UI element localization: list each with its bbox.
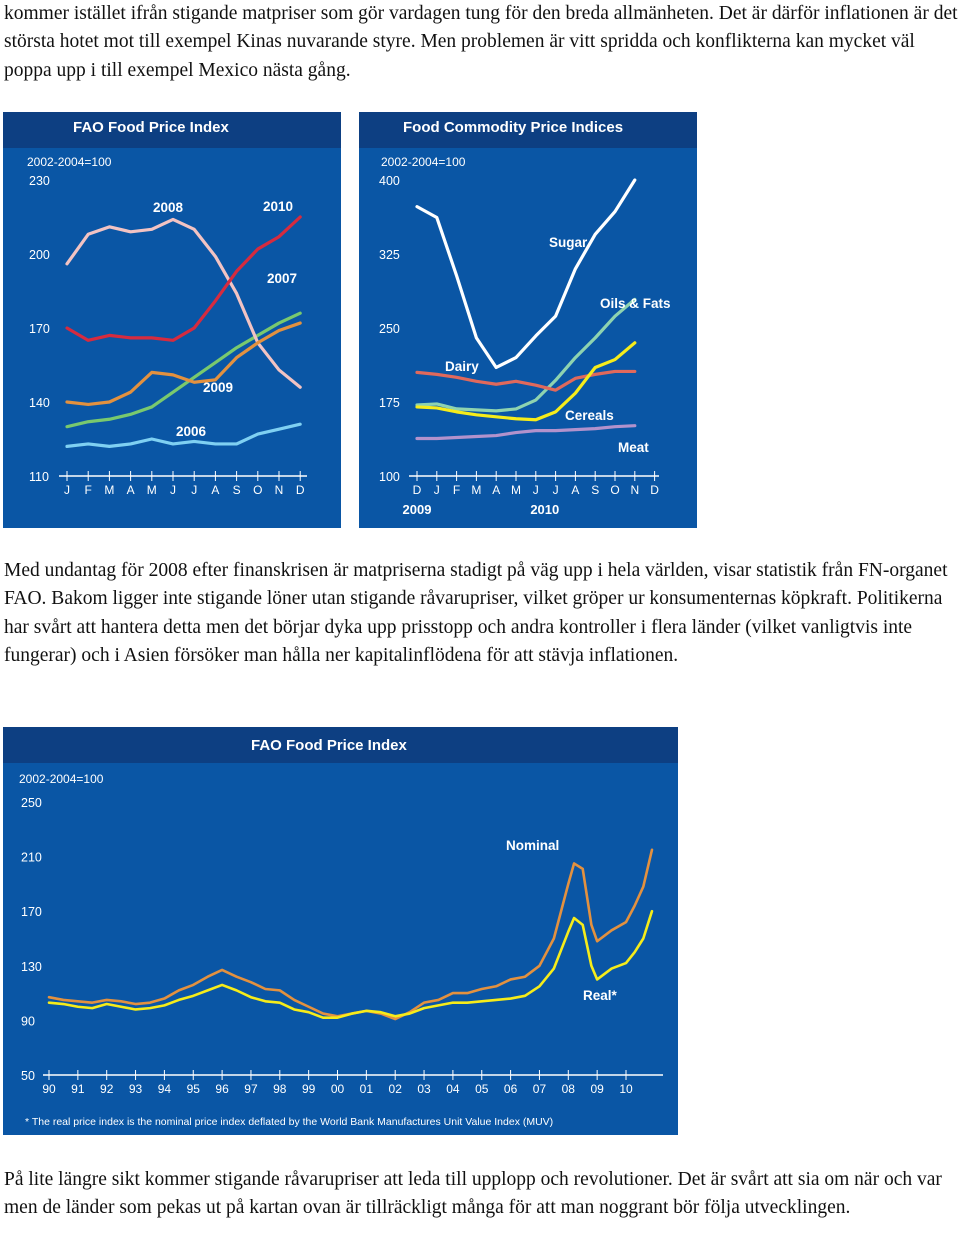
chart1-series-label: 2010 bbox=[263, 199, 294, 214]
chart2-y-tick-label: 175 bbox=[379, 396, 400, 410]
chart1-y-tick-label: 230 bbox=[29, 174, 50, 188]
chart1-x-tick-label: N bbox=[274, 483, 284, 497]
chart3-series-label: Real* bbox=[583, 988, 617, 1003]
chart3-series-label: Nominal bbox=[506, 838, 560, 853]
chart2-series-label: Dairy bbox=[445, 359, 479, 374]
chart1-y-tick-label: 170 bbox=[29, 322, 50, 336]
chart2-series-label: Sugar bbox=[549, 235, 588, 250]
chart3-y-tick-label: 50 bbox=[21, 1069, 35, 1083]
chart1-x-tick-label: M bbox=[104, 483, 115, 497]
chart2-y-tick-label: 250 bbox=[379, 322, 400, 336]
chart3-x-tick-label: 06 bbox=[503, 1082, 518, 1096]
chart3-x-tick-label: 99 bbox=[301, 1082, 316, 1096]
chart1-x-tick-label: A bbox=[126, 483, 135, 497]
chart3-y-tick-label: 170 bbox=[21, 905, 42, 920]
chart3-y-tick-label: 130 bbox=[21, 959, 42, 974]
chart3-x-tick-label: 08 bbox=[561, 1082, 575, 1096]
paragraph-2: Med undantag för 2008 efter finanskrisen är matpriserna stadigt på väg upp i hela världen, visar statistik från FN-organet FAO. Bakom ligger inte stigande löner utan stigande råvarupriser, vilket gröper ur konsumenternas köpkraft. Politikerna har svårt att hantera detta men det börjar dyka upp prisstopp och andra kontroller i flera länder (vilket vanligtvis inte fungerar) och i Asien försöker man hålla ner kapitalinflödena för att stävja inflationen. bbox=[4, 560, 948, 666]
chart2-y-tick-label: 100 bbox=[379, 470, 400, 484]
chart2-x-tick-label: F bbox=[452, 483, 461, 497]
chart1-subtitle: 2002-2004=100 bbox=[27, 155, 112, 169]
chart3-x-tick-label: 96 bbox=[215, 1082, 229, 1096]
chart1-y-tick-label: 200 bbox=[29, 248, 50, 262]
chart2-x-tick-label: N bbox=[630, 483, 640, 497]
food-commodity-price-indices-chart bbox=[359, 112, 697, 528]
chart3-y-tick-label: 90 bbox=[21, 1014, 35, 1029]
chart1-series-label: 2009 bbox=[203, 380, 234, 395]
chart1-title: FAO Food Price Index bbox=[73, 119, 229, 136]
chart1-x-tick-label: D bbox=[295, 483, 305, 497]
fao-food-price-index-monthly-chart bbox=[3, 112, 341, 528]
fao-food-price-index-longterm-chart bbox=[3, 727, 678, 1135]
chart3-x-tick-label: 01 bbox=[359, 1082, 374, 1096]
chart3-y-tick-label: 250 bbox=[21, 796, 42, 810]
chart3-x-tick-label: 04 bbox=[446, 1082, 460, 1096]
chart1-x-tick-label: A bbox=[211, 483, 220, 497]
chart3-x-tick-label: 93 bbox=[128, 1082, 143, 1096]
paragraph-1: kommer istället ifrån stigande matpriser som gör vardagen tung för den breda allmänheten. Det är därför inflationen är det största hotet mot till exempel Kinas nuvarande styre. Men problemen är vitt spridda och konflikterna kan mycket väl poppa upp i till exempel Mexico nästa gång. bbox=[4, 3, 958, 81]
chart1-x-tick-label: S bbox=[232, 483, 241, 497]
chart1-series-label: 2006 bbox=[176, 424, 207, 439]
chart2-series-label: Oils & Fats bbox=[600, 296, 671, 311]
chart2-x-tick-label: A bbox=[571, 483, 580, 497]
chart2-series-label: Cereals bbox=[565, 408, 614, 423]
chart3-x-tick-label: 98 bbox=[273, 1082, 287, 1096]
chart1-y-tick-label: 140 bbox=[29, 396, 50, 410]
chart2-year-label: 2010 bbox=[530, 502, 560, 517]
chart3-x-tick-label: 92 bbox=[100, 1082, 114, 1096]
chart2-x-tick-label: S bbox=[591, 483, 600, 497]
chart2-y-tick-label: 400 bbox=[379, 174, 400, 188]
chart1-x-tick-label: M bbox=[146, 483, 157, 497]
chart1-background bbox=[3, 112, 341, 528]
chart3-title: FAO Food Price Index bbox=[251, 737, 407, 754]
chart3-x-tick-label: 00 bbox=[330, 1082, 345, 1096]
chart3-x-tick-label: 03 bbox=[417, 1082, 431, 1096]
chart1-series-label: 2007 bbox=[267, 271, 298, 286]
paragraph-3: På lite längre sikt kommer stigande råvarupriser att leda till upplopp och revolutioner. Det är svårt att sia om när och var men de länder som pekas ut på kartan ovan är tillräckligt många för att man noggrant bör följa utvecklingen. bbox=[4, 1169, 942, 1219]
chart1-series-label: 2008 bbox=[153, 200, 184, 215]
chart2-y-tick-label: 325 bbox=[379, 248, 400, 262]
chart3-x-tick-label: 10 bbox=[619, 1082, 633, 1096]
chart2-x-tick-label: A bbox=[492, 483, 501, 497]
chart3-subtitle: 2002-2004=100 bbox=[19, 772, 104, 786]
chart2-x-tick-label: D bbox=[650, 483, 659, 497]
chart3-x-tick-label: 09 bbox=[590, 1082, 604, 1096]
chart1-x-tick-label: J bbox=[64, 483, 70, 497]
chart2-background bbox=[359, 112, 697, 528]
chart3-x-tick-label: 07 bbox=[532, 1082, 547, 1096]
chart3-x-tick-label: 97 bbox=[244, 1082, 258, 1096]
chart2-x-tick-label: J bbox=[532, 483, 539, 497]
chart1-x-tick-label: O bbox=[253, 483, 263, 497]
chart3-x-tick-label: 91 bbox=[71, 1082, 85, 1096]
chart3-x-tick-label: 05 bbox=[475, 1082, 489, 1096]
chart1-x-tick-label: J bbox=[170, 483, 176, 497]
chart2-x-tick-label: M bbox=[511, 483, 521, 497]
chart2-title: Food Commodity Price Indices bbox=[403, 119, 624, 136]
chart1-y-tick-label: 110 bbox=[29, 470, 49, 484]
chart1-x-tick-label: J bbox=[191, 483, 198, 497]
chart3-x-tick-label: 95 bbox=[186, 1082, 200, 1096]
chart2-x-tick-label: J bbox=[433, 483, 440, 497]
chart2-series-label: Meat bbox=[618, 440, 649, 455]
chart3-background bbox=[3, 727, 678, 1135]
chart1-x-tick-label: F bbox=[84, 483, 92, 497]
chart2-x-tick-label: M bbox=[471, 483, 482, 497]
chart2-x-tick-label: D bbox=[412, 483, 422, 497]
chart2-subtitle: 2002-2004=100 bbox=[381, 155, 466, 169]
chart3-x-tick-label: 90 bbox=[42, 1082, 56, 1096]
chart3-x-tick-label: 94 bbox=[157, 1082, 172, 1096]
chart2-year-label: 2009 bbox=[402, 502, 432, 517]
chart3-footnote: * The real price index is the nominal price index deflated by the World Bank Manufactures Unit Value Index (MUV) bbox=[25, 1116, 554, 1128]
chart3-y-tick-label: 210 bbox=[21, 850, 42, 865]
chart2-x-tick-label: J bbox=[552, 483, 559, 497]
chart2-x-tick-label: O bbox=[610, 483, 620, 497]
chart3-x-tick-label: 02 bbox=[388, 1082, 402, 1096]
